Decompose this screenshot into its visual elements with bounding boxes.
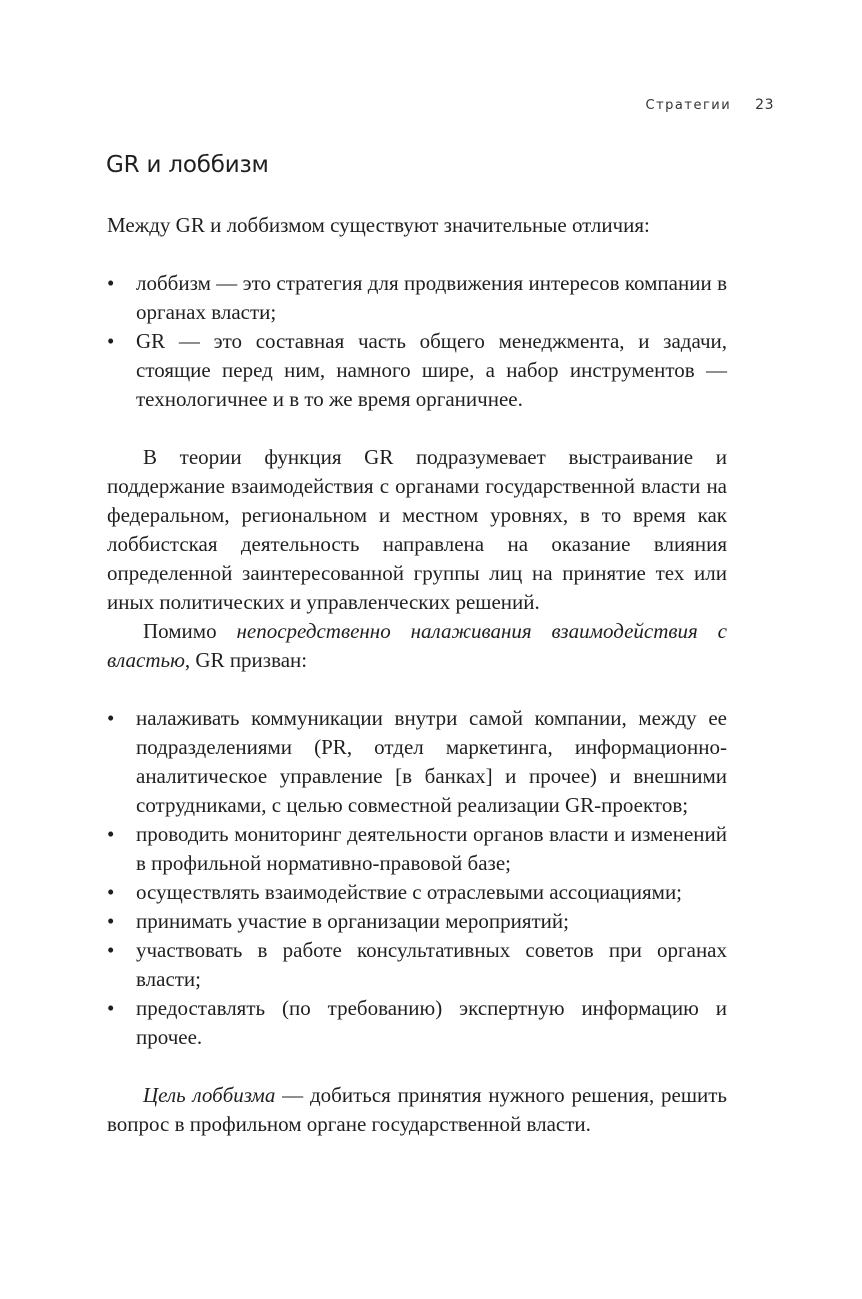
- spacer: [107, 240, 727, 269]
- list-item: [107, 936, 727, 994]
- list-item-text: предоставлять (по требованию) экспертную информацию и прочее.: [136, 996, 727, 1049]
- intro-paragraph: Между GR и лоббизмом существуют значительные отличия:: [107, 213, 650, 237]
- list-item-text: проводить мониторинг деятельности органов власти и изменений в профильной нормативно-правовой базе;: [136, 822, 727, 875]
- list-item: [107, 327, 727, 414]
- running-head: [107, 97, 774, 113]
- spacer: [107, 414, 727, 443]
- besides-start: Помимо: [143, 619, 237, 643]
- bullet-icon: •: [107, 706, 115, 730]
- list-item: [107, 820, 727, 878]
- bullet-icon: •: [107, 938, 115, 962]
- besides-italic: непосредственно налаживания взаимодействия с властью: [107, 619, 727, 672]
- list-item: [107, 704, 727, 820]
- list-item: [107, 907, 727, 936]
- list-item: [107, 269, 727, 327]
- bullet-icon: •: [107, 880, 115, 904]
- list-item: [107, 994, 727, 1052]
- list-item-text: осуществлять взаимодействие с отраслевыми ассоциациями;: [136, 880, 683, 904]
- goal-rest: — добиться принятия нужного решения, решить вопрос в профильном органе государственной власти.: [107, 1083, 727, 1136]
- section-title: GR и лоббизм: [106, 152, 269, 178]
- besides-end: , GR призван:: [184, 648, 308, 672]
- bullet-icon: •: [107, 271, 115, 295]
- bullet-icon: •: [107, 909, 115, 933]
- bullet-icon: •: [107, 329, 115, 353]
- besides-paragraph: [107, 617, 727, 675]
- spacer: [107, 675, 727, 704]
- bullet-icon: •: [107, 996, 115, 1020]
- goal-paragraph: [107, 1081, 727, 1139]
- goal-italic: Цель лоббизма: [143, 1083, 276, 1107]
- body-text: [107, 211, 727, 1139]
- running-title: Стратегии: [645, 98, 732, 113]
- list-item-text: GR — это составная часть общего менеджмента, и задачи, стоящие перед ним, намного шире, а набор инструментов — технологичнее и в то же время органичнее.: [136, 329, 727, 411]
- bullet-icon: •: [107, 822, 115, 846]
- theory-paragraph: В теории функция GR подразумевает выстраивание и поддержание взаимодействия с органами государственной власти на федеральном, региональном и местном уровнях, в то время как лоббистская деятельность направлена на оказание влияния определенной заинтересованной группы лиц на принятие тех или иных политических и управленческих решений.: [107, 445, 727, 614]
- list-item-text: участвовать в работе консультативных советов при органах власти;: [136, 938, 727, 991]
- list-item-text: налаживать коммуникации внутри самой компании, между ее подразделениями (PR, отдел маркетинга, информационно-аналитическое управление [в банках] и прочее) и внешними сотрудниками, с целью совместной реализации GR-проектов;: [136, 706, 727, 817]
- spacer: [107, 1052, 727, 1081]
- page-number: 23: [755, 97, 774, 113]
- duties-list: [107, 704, 727, 1052]
- list-item-text: принимать участие в организации мероприятий;: [136, 909, 569, 933]
- differences-list: [107, 269, 727, 414]
- list-item-text: лоббизм — это стратегия для продвижения интересов компании в органах власти;: [136, 271, 727, 324]
- list-item: [107, 878, 727, 907]
